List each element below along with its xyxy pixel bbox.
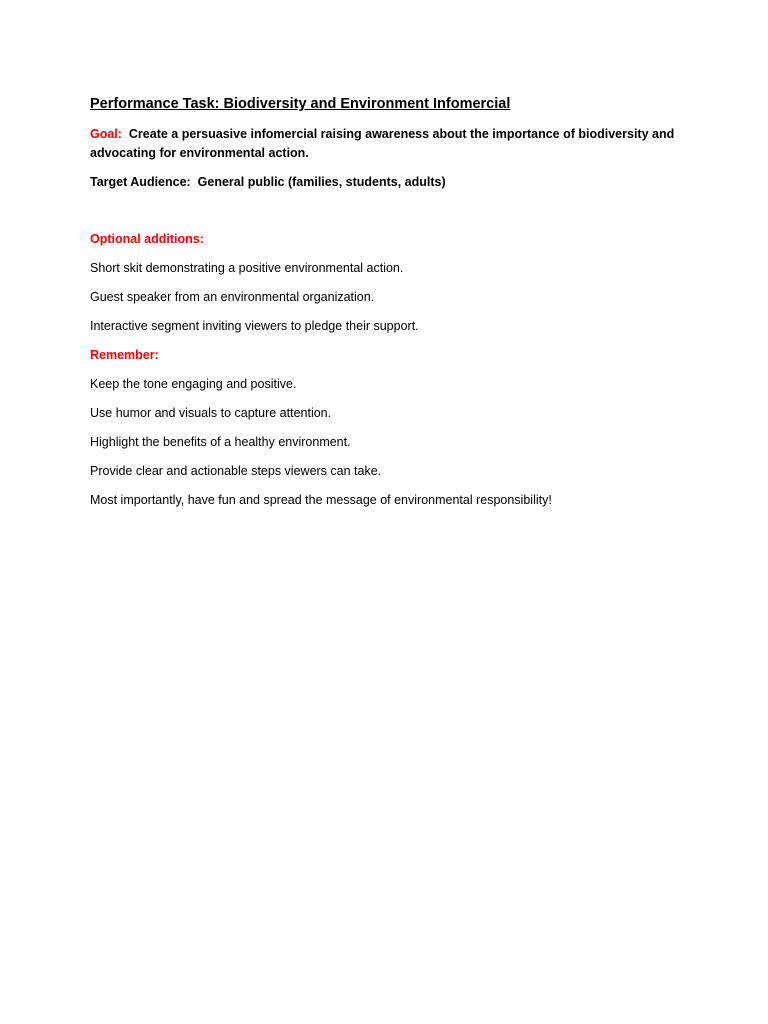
remember-item: Keep the tone engaging and positive. [90,377,297,391]
goal-paragraph [90,125,690,163]
goal-text: Create a persuasive infomercial raising awareness about the importance of biodiversity and advocating for environmental action. [90,127,675,160]
audience-label: Target Audience: [90,175,191,189]
optional-item: Guest speaker from an environmental organization. [90,290,375,304]
remember-item: Use humor and visuals to capture attention. [90,406,332,420]
document-body [90,94,690,520]
optional-heading: Optional additions: [90,232,204,246]
spacer [90,202,690,230]
goal-label: Goal: [90,127,122,141]
page-title: Performance Task: Biodiversity and Environment Infomercial [90,96,511,112]
remember-item: Provide clear and actionable steps viewers can take. [90,464,382,478]
optional-item: Short skit demonstrating a positive environmental action. [90,261,404,275]
audience-text: General public (families, students, adults) [197,175,446,189]
remember-item: Most importantly, have fun and spread the message of environmental responsibility! [90,493,552,507]
remember-item: Highlight the benefits of a healthy environment. [90,435,351,449]
remember-heading: Remember: [90,348,159,362]
optional-item: Interactive segment inviting viewers to pledge their support. [90,319,419,333]
audience-paragraph [90,173,690,192]
